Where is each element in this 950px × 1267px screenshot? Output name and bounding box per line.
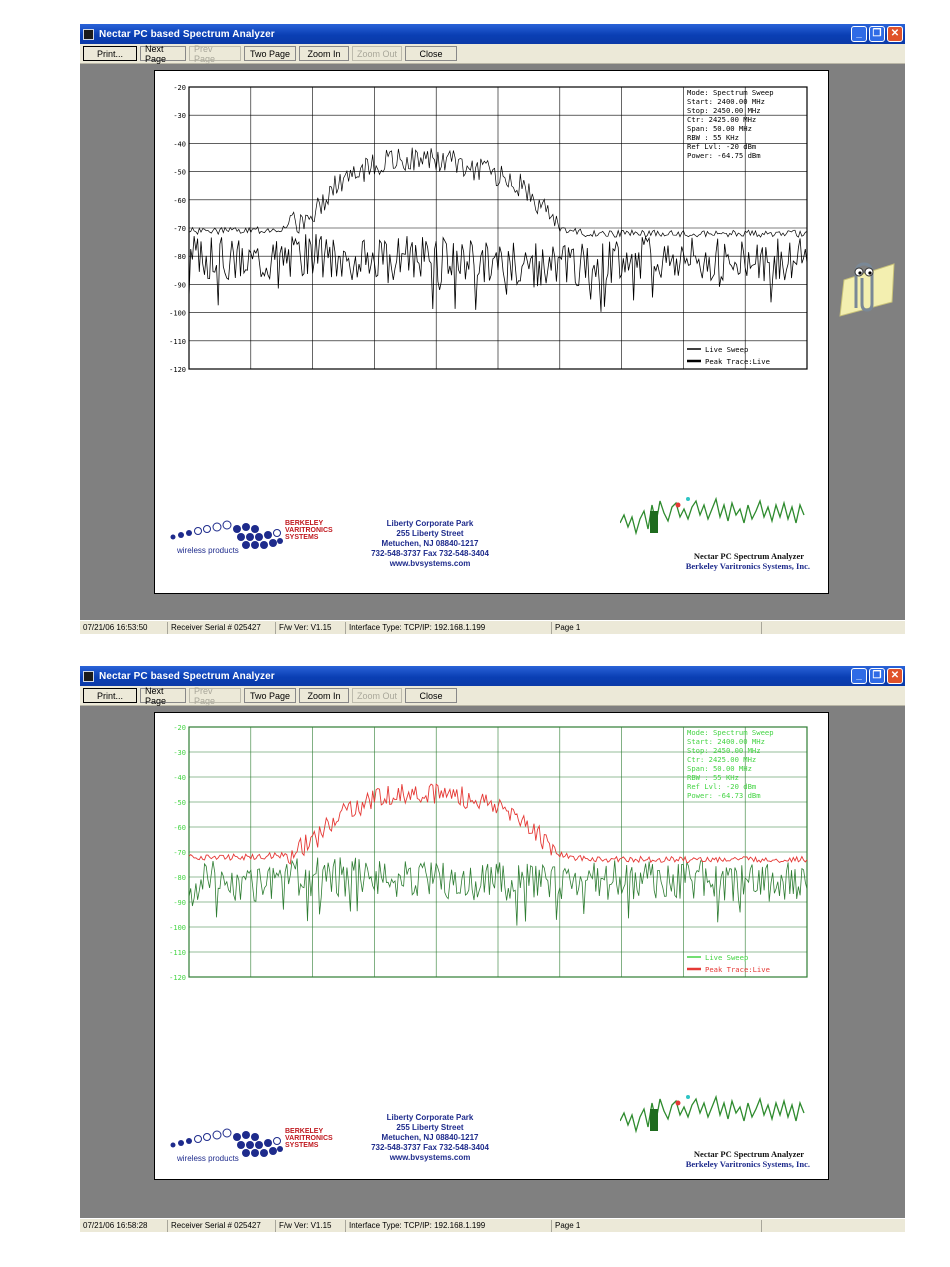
status-interface: Interface Type: TCP/IP: 192.168.1.199	[346, 1220, 552, 1232]
company-address	[355, 519, 505, 569]
spectrum-chart	[155, 713, 830, 988]
print-preview-toolbar	[80, 686, 905, 706]
readout-line: Mode: Spectrum Sweep	[687, 88, 774, 97]
y-tick-label: -40	[173, 774, 186, 782]
y-tick-label: -100	[169, 309, 186, 318]
status-datetime: 07/21/06 16:58:28	[80, 1220, 168, 1232]
close-button[interactable]: Close	[405, 688, 457, 703]
two-page-button[interactable]: Two Page	[244, 46, 296, 61]
readout-line: Power: -64.75 dBm	[687, 151, 761, 160]
app-icon	[83, 29, 94, 40]
status-serial: Receiver Serial # 025427	[168, 1220, 276, 1232]
y-tick-label: -30	[173, 112, 186, 121]
readout-line: Power: -64.73 dBm	[687, 791, 761, 800]
y-tick-label: -50	[173, 799, 186, 807]
preview-area[interactable]	[80, 64, 905, 620]
readout-line: Start: 2400.00 MHz	[687, 737, 765, 746]
nectar-waveform-icon	[620, 493, 810, 543]
y-tick-label: -110	[169, 949, 186, 957]
logo-company-text	[285, 1128, 345, 1149]
logo-line-3: SYSTEMS	[285, 534, 319, 541]
address-line-3: Metuchen, NJ 08840-1217	[381, 539, 479, 548]
close-button[interactable]: Close	[405, 46, 457, 61]
logo-brand-text: wireless products	[177, 546, 239, 555]
logo-line-3: SYSTEMS	[285, 1142, 319, 1149]
print-preview-toolbar	[80, 44, 905, 64]
address-line-2: 255 Liberty Street	[396, 1123, 464, 1132]
logo-line-2: VARITRONICS	[285, 527, 333, 534]
next-page-button[interactable]: Next Page	[140, 688, 186, 703]
y-tick-label: -20	[173, 84, 186, 92]
readout-line: Span: 50.00 MHz	[687, 764, 752, 773]
y-tick-label: -40	[173, 140, 186, 149]
y-tick-label: -110	[169, 337, 186, 346]
readout-line: Span: 50.00 MHz	[687, 124, 752, 133]
readout-line: Ref Lvl: -20 dBm	[687, 142, 757, 151]
spectrum-chart	[155, 71, 830, 381]
readout-line: Ctr: 2425.00 MHz	[687, 115, 757, 124]
status-serial: Receiver Serial # 025427	[168, 622, 276, 634]
zoom-in-button[interactable]: Zoom In	[299, 688, 349, 703]
address-line-1: Liberty Corporate Park	[386, 1113, 474, 1122]
status-datetime: 07/21/06 16:53:50	[80, 622, 168, 634]
legend-label-live: Live Sweep	[705, 953, 749, 962]
window-title: Nectar PC based Spectrum Analyzer	[99, 670, 275, 682]
readout-line: Ref Lvl: -20 dBm	[687, 782, 757, 791]
readout-line: RBW : 55 KHz	[687, 773, 739, 782]
status-bar	[80, 620, 905, 634]
minimize-icon[interactable]: _	[851, 26, 867, 42]
nectar-product-name: Nectar PC Spectrum Analyzer	[693, 1149, 804, 1159]
address-line-4: 732-548-3737 Fax 732-548-3404	[371, 549, 489, 558]
print-button[interactable]: Print...	[83, 46, 137, 61]
print-button[interactable]: Print...	[83, 688, 137, 703]
legend-label-live: Live Sweep	[705, 345, 749, 354]
readout-line: Mode: Spectrum Sweep	[687, 728, 774, 737]
readout-line: Ctr: 2425.00 MHz	[687, 755, 757, 764]
status-firmware: F/w Ver: V1.15	[276, 1220, 346, 1232]
logo-line-2: VARITRONICS	[285, 1135, 333, 1142]
y-tick-label: -70	[173, 225, 186, 233]
zoom-out-button[interactable]: Zoom Out	[352, 688, 402, 703]
legend-label-peak: Peak Trace:Live	[705, 965, 770, 974]
y-tick-label: -100	[169, 924, 186, 932]
y-tick-label: -80	[173, 874, 186, 882]
close-icon[interactable]: ✕	[887, 668, 903, 684]
y-tick-label: -20	[173, 724, 186, 732]
restore-icon[interactable]: ❐	[869, 26, 885, 42]
printed-page	[154, 70, 829, 594]
y-tick-label: -120	[169, 366, 186, 374]
bv-logo	[167, 515, 347, 555]
prev-page-button[interactable]: Prev Page	[189, 46, 241, 61]
y-tick-label: -30	[173, 749, 186, 757]
y-tick-label: -90	[173, 281, 186, 290]
address-line-5: www.bvsystems.com	[389, 559, 471, 568]
office-assistant-paperclip-icon[interactable]	[836, 258, 896, 322]
address-line-2: 255 Liberty Street	[396, 529, 464, 538]
y-tick-label: -50	[173, 168, 186, 177]
nectar-waveform-icon	[620, 1091, 810, 1141]
address-line-4: 732-548-3737 Fax 732-548-3404	[371, 1143, 489, 1152]
bv-logo	[167, 1123, 347, 1163]
readout-line: Stop: 2450.00 MHz	[687, 746, 761, 755]
nectar-company-name: Berkeley Varitronics Systems, Inc.	[685, 561, 810, 571]
status-page: Page 1	[552, 1220, 762, 1232]
next-page-button[interactable]: Next Page	[140, 46, 186, 61]
zoom-in-button[interactable]: Zoom In	[299, 46, 349, 61]
two-page-button[interactable]: Two Page	[244, 688, 296, 703]
status-interface: Interface Type: TCP/IP: 192.168.1.199	[346, 622, 552, 634]
logo-brand-text: wireless products	[177, 1154, 239, 1163]
y-tick-label: -60	[173, 824, 186, 832]
nectar-company-name: Berkeley Varitronics Systems, Inc.	[685, 1159, 810, 1169]
logo-line-1: BERKELEY	[285, 520, 324, 527]
y-tick-label: -80	[173, 253, 186, 262]
address-line-3: Metuchen, NJ 08840-1217	[381, 1133, 479, 1142]
app-icon	[83, 671, 94, 682]
minimize-icon[interactable]: _	[851, 668, 867, 684]
title-bar	[80, 666, 905, 686]
y-tick-label: -120	[169, 974, 186, 982]
status-bar	[80, 1218, 905, 1232]
legend-label-peak: Peak Trace:Live	[705, 357, 770, 366]
logo-line-1: BERKELEY	[285, 1128, 324, 1135]
readout-line: Start: 2400.00 MHz	[687, 97, 765, 106]
restore-icon[interactable]: ❐	[869, 668, 885, 684]
address-line-5: www.bvsystems.com	[389, 1153, 471, 1162]
window-spectrum-analyzer-2	[80, 666, 905, 1232]
y-tick-label: -60	[173, 196, 186, 205]
status-firmware: F/w Ver: V1.15	[276, 622, 346, 634]
nectar-logo	[620, 1091, 810, 1171]
readout-line: RBW : 55 KHz	[687, 133, 739, 142]
company-address	[355, 1113, 505, 1163]
printed-page	[154, 712, 829, 1180]
close-icon[interactable]: ✕	[887, 26, 903, 42]
y-tick-label: -70	[173, 849, 186, 857]
readout-line: Stop: 2450.00 MHz	[687, 106, 761, 115]
title-bar	[80, 24, 905, 44]
nectar-product-name: Nectar PC Spectrum Analyzer	[693, 551, 804, 561]
prev-page-button[interactable]: Prev Page	[189, 688, 241, 703]
nectar-logo	[620, 493, 810, 573]
zoom-out-button[interactable]: Zoom Out	[352, 46, 402, 61]
window-spectrum-analyzer-1	[80, 24, 905, 634]
window-title: Nectar PC based Spectrum Analyzer	[99, 28, 275, 40]
status-page: Page 1	[552, 622, 762, 634]
preview-area[interactable]	[80, 706, 905, 1218]
y-tick-label: -90	[173, 899, 186, 907]
address-line-1: Liberty Corporate Park	[386, 519, 474, 528]
logo-company-text	[285, 520, 345, 541]
